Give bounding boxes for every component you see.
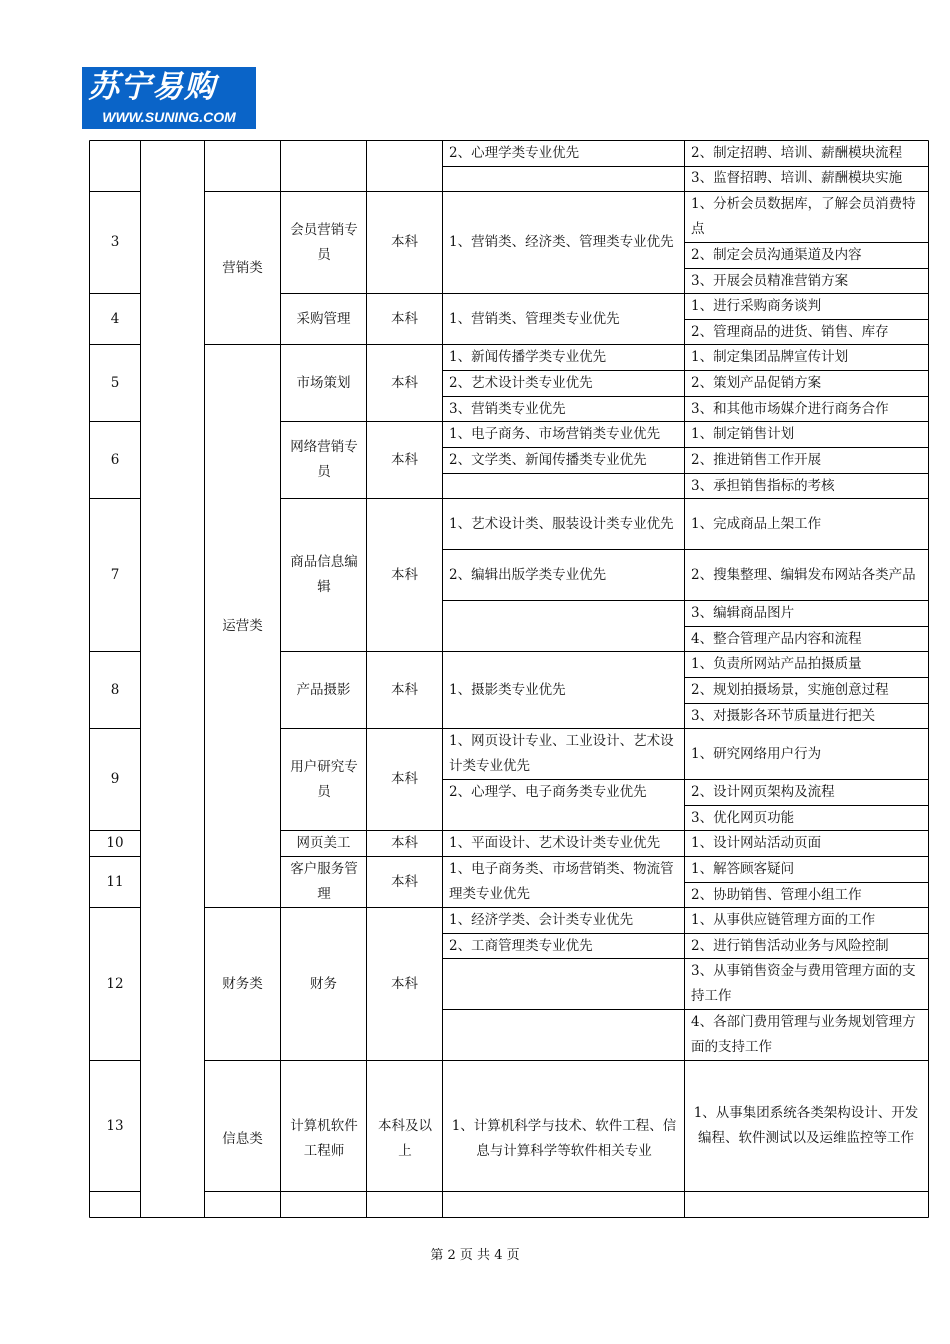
duty-cell: 2、管理商品的进货、销售、库存 [691, 323, 889, 340]
duty-cell: 3、和其他市场媒介进行商务合作 [691, 400, 889, 417]
duty-cell: 1、从事集团系统各类架构设计、开发编程、软件测试以及运维监控等工作 [693, 1105, 919, 1146]
major-cell: 2、工商管理类专业优先 [449, 937, 593, 954]
position-cell: 计算机软件工程师 [290, 1118, 358, 1159]
major-cell: 1、电子商务类、市场营销类、物流管理类专业优先 [449, 861, 674, 902]
position-cell: 客户服务管理 [290, 861, 358, 902]
duty-cell: 1、解答顾客疑问 [691, 861, 795, 877]
category-cell: 运营类 [222, 617, 263, 634]
row-number: 4 [110, 310, 120, 327]
duty-cell: 1、设计网站活动页面 [691, 835, 822, 851]
position-cell: 产品摄影 [296, 681, 351, 698]
duty-cell: 3、监督招聘、培训、薪酬模块实施 [691, 170, 903, 186]
duty-cell: 3、开展会员精准营销方案 [691, 272, 849, 289]
major-cell: 2、艺术设计类专业优先 [449, 375, 593, 391]
duty-cell: 4、各部门费用管理与业务规划管理方面的支持工作 [691, 1014, 916, 1055]
category-cell: 财务类 [222, 975, 263, 992]
duty-cell: 1、从事供应链管理方面的工作 [691, 912, 876, 928]
duty-cell: 1、完成商品上架工作 [691, 515, 822, 532]
degree-cell: 本科 [391, 374, 418, 391]
duty-cell: 3、优化网页功能 [691, 809, 795, 826]
degree-cell: 本科 [391, 975, 418, 992]
major-cell: 3、营销类专业优先 [449, 400, 566, 417]
logo-text: 苏宁易购 [88, 69, 216, 105]
row-number: 8 [110, 681, 120, 698]
duty-cell: 1、制定销售计划 [691, 426, 795, 442]
degree-cell: 本科 [391, 681, 418, 698]
major-cell: 1、艺术设计类、服装设计类专业优先 [449, 515, 674, 532]
logo-url: WWW.SUNING.COM [102, 109, 236, 125]
major-cell: 1、营销类、经济类、管理类专业优先 [449, 234, 674, 250]
row-number: 7 [110, 566, 120, 583]
major-cell: 1、经济学类、会计类专业优先 [449, 912, 634, 928]
duty-cell: 3、承担销售指标的考核 [691, 477, 835, 494]
major-cell: 1、平面设计、艺术设计类专业优先 [449, 835, 661, 851]
duty-cell: 3、从事销售资金与费用管理方面的支持工作 [691, 963, 916, 1004]
degree-cell: 本科 [391, 234, 418, 250]
duty-cell: 3、编辑商品图片 [691, 605, 795, 621]
degree-cell: 本科 [391, 310, 418, 327]
degree-cell: 本科 [391, 873, 418, 890]
duty-cell: 1、制定集团品牌宣传计划 [691, 349, 849, 365]
degree-cell: 本科 [391, 771, 418, 787]
duty-cell: 2、策划产品促销方案 [691, 375, 822, 391]
duty-cell: 2、制定会员沟通渠道及内容 [691, 247, 862, 263]
degree-cell: 本科及以上 [378, 1118, 432, 1159]
duty-cell: 2、协助销售、管理小组工作 [691, 886, 862, 903]
major-cell: 1、计算机科学与技术、软件工程、信息与计算科学等软件相关专业 [451, 1118, 677, 1159]
duty-cell: 3、对摄影各环节质量进行把关 [691, 707, 876, 724]
major-cell: 1、摄影类专业优先 [449, 681, 566, 698]
row-number: 3 [110, 234, 120, 250]
duty-cell: 2、搜集整理、编辑发布网站各类产品 [691, 566, 916, 583]
duty-cell: 2、规划拍摄场景，实施创意过程 [691, 682, 889, 698]
duty-cell: 1、研究网络用户行为 [691, 745, 822, 762]
major-cell: 2、文学类、新闻传播类专业优先 [449, 452, 647, 468]
position-cell: 商品信息编辑 [290, 554, 358, 595]
duty-cell: 1、进行采购商务谈判 [691, 298, 822, 314]
row-number: 12 [106, 975, 124, 992]
duty-cell: 4、整合管理产品内容和流程 [691, 630, 862, 647]
position-cell: 会员营销专员 [290, 221, 358, 263]
row-number: 13 [106, 1117, 124, 1134]
duty-cell: 2、设计网页架构及流程 [691, 784, 835, 800]
position-cell: 市场策划 [296, 374, 351, 391]
page-footer: 第 2 页 共 4 页 [430, 1248, 520, 1263]
major-cell: 2、心理学类专业优先 [449, 145, 580, 161]
major-cell: 1、电子商务、市场营销类专业优先 [449, 426, 661, 442]
duty-cell: 2、推进销售工作开展 [691, 452, 822, 468]
position-cell: 网页美工 [296, 835, 351, 851]
row-number: 11 [106, 873, 124, 890]
row-number: 10 [106, 835, 124, 851]
degree-cell: 本科 [391, 835, 418, 851]
major-cell: 1、新闻传播学类专业优先 [449, 349, 607, 365]
row-number: 9 [110, 771, 120, 787]
degree-cell: 本科 [391, 451, 418, 468]
position-cell: 网络营销专员 [290, 439, 358, 480]
position-cell: 财务 [310, 975, 337, 992]
duty-cell: 2、进行销售活动业务与风险控制 [691, 937, 889, 954]
degree-cell: 本科 [391, 566, 418, 583]
row-number: 5 [110, 374, 120, 391]
major-cell: 1、营销类、管理类专业优先 [449, 310, 620, 327]
category-cell: 信息类 [222, 1130, 263, 1147]
duty-cell: 2、制定招聘、培训、薪酬模块流程 [691, 145, 903, 161]
duty-cell: 1、负责所网站产品拍摄质量 [691, 656, 862, 672]
major-cell: 2、心理学、电子商务类专业优先 [449, 784, 647, 800]
major-cell: 1、网页设计专业、工业设计、艺术设计类专业优先 [449, 733, 674, 774]
category-cell: 营销类 [222, 259, 263, 276]
row-number: 6 [110, 451, 120, 468]
position-cell: 用户研究专员 [290, 758, 358, 800]
major-cell: 2、编辑出版学类专业优先 [449, 566, 607, 583]
position-cell: 采购管理 [296, 310, 351, 327]
duty-cell: 1、分析会员数据库，了解会员消费特点 [691, 196, 916, 237]
